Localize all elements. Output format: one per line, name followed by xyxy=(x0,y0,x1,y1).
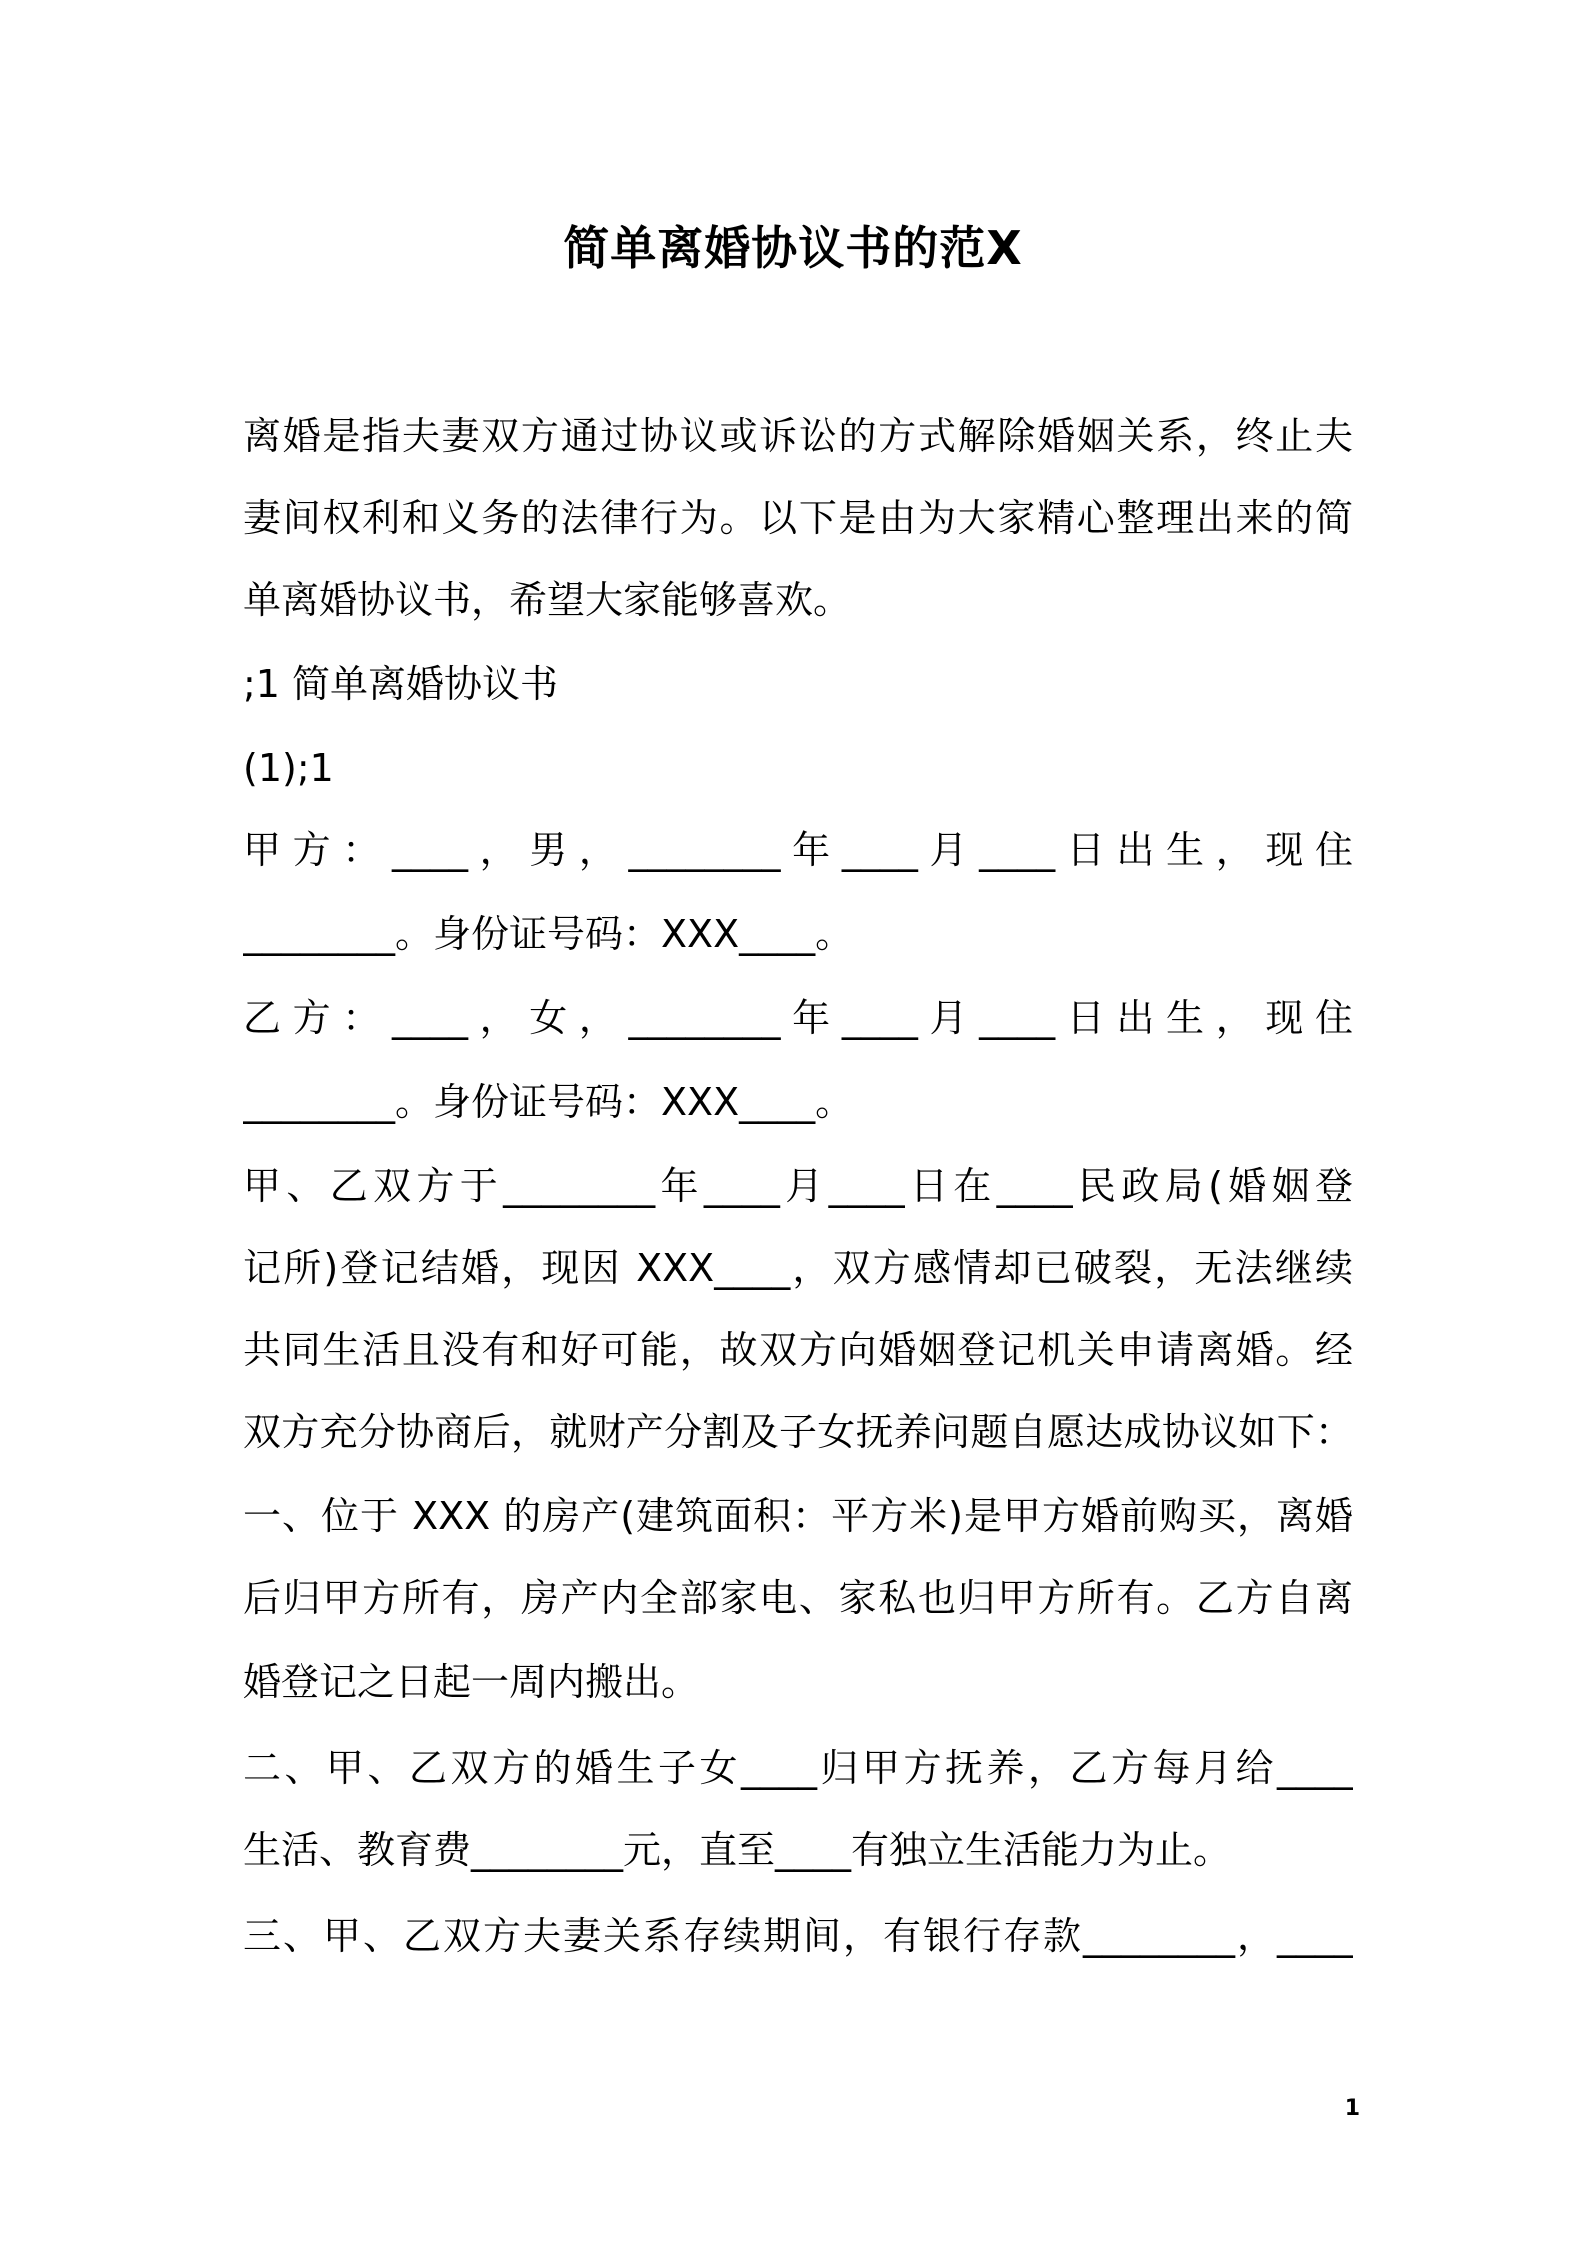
clause-1-line-2: 后归甲方所有，房产内全部家电、家私也归甲方所有。乙方自离 xyxy=(243,1576,1353,1620)
intro-line-1: 离婚是指夫妻双方通过协议或诉讼的方式解除婚姻关系，终止夫 xyxy=(243,414,1353,458)
intro-line-2: 妻间权利和义务的法律行为。以下是由为大家精心整理出来的简 xyxy=(243,496,1353,540)
clause-1-line-1: 一、位于 XXX 的房产(建筑面积：平方米)是甲方婚前购买，离婚 xyxy=(243,1494,1353,1538)
page-number: 1 xyxy=(1344,2096,1360,2121)
intro-line-3: 单离婚协议书，希望大家能够喜欢。 xyxy=(243,578,852,622)
marriage-line-4: 双方充分协商后，就财产分割及子女抚养问题自愿达成协议如下： xyxy=(243,1410,1353,1454)
party-b-line-2: ________。身份证号码：XXX____。 xyxy=(243,1080,854,1124)
party-a-line-1: 甲方：____，男，________年____月____日出生，现住 xyxy=(243,828,1353,872)
clause-1-line-3: 婚登记之日起一周内搬出。 xyxy=(243,1660,700,1704)
document-title: 简单离婚协议书的范X xyxy=(563,221,1023,275)
section-heading: ;1 简单离婚协议书 xyxy=(243,662,559,706)
marriage-line-1: 甲、乙双方于________年____月____日在____民政局(婚姻登 xyxy=(243,1164,1353,1208)
marriage-line-2: 记所)登记结婚，现因 XXX____，双方感情却已破裂，无法继续 xyxy=(243,1246,1353,1290)
clause-3-line-1: 三、甲、乙双方夫妻关系存续期间，有银行存款________，____ xyxy=(243,1914,1353,1958)
marriage-line-3: 共同生活且没有和好可能，故双方向婚姻登记机关申请离婚。经 xyxy=(243,1328,1353,1372)
party-b-line-1: 乙方：____，女，________年____月____日出生，现住 xyxy=(243,996,1353,1040)
subsection-heading: (1);1 xyxy=(243,746,334,790)
clause-2-line-2: 生活、教育费________元，直至____有独立生活能力为止。 xyxy=(243,1828,1232,1872)
party-a-line-2: ________。身份证号码：XXX____。 xyxy=(243,912,854,956)
clause-2-line-1: 二、甲、乙双方的婚生子女____归甲方抚养，乙方每月给____ xyxy=(243,1746,1353,1790)
